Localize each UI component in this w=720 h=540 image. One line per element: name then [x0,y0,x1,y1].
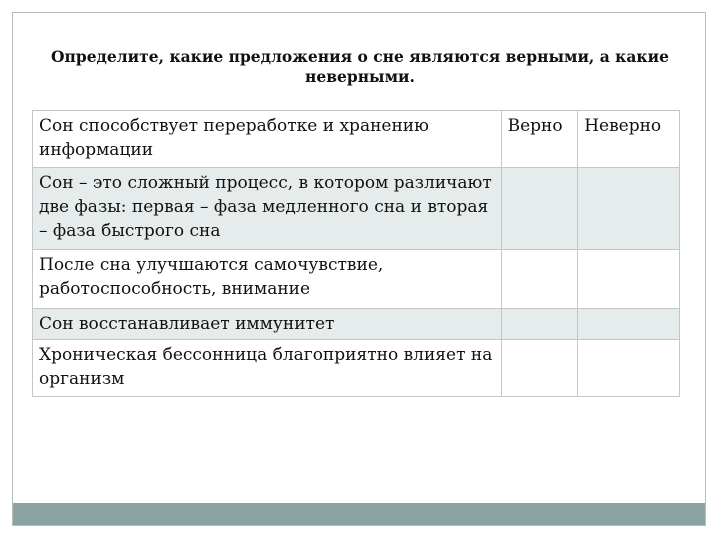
slide-title: Определите, какие предложения о сне являются верными, а какие неверными. [51,47,669,86]
footer-bar [13,503,705,525]
true-header-cell: Верно [501,111,578,168]
true-answer-cell[interactable] [501,168,578,250]
false-header-cell: Неверно [578,111,680,168]
table-row [33,340,680,397]
true-answer-cell[interactable] [501,309,578,340]
statement-cell: Хроническая бессонница благоприятно влияет на организм [33,340,502,397]
statement-cell: Сон восстанавливает иммунитет [33,309,502,340]
table-row [33,250,680,309]
false-answer-cell[interactable] [578,340,680,397]
false-answer-cell[interactable] [578,168,680,250]
true-answer-cell[interactable] [501,250,578,309]
statement-cell: Сон – это сложный процесс, в котором различают две фазы: первая – фаза медленного сна и вторая – фаза быстрого сна [33,168,502,250]
table-row [33,309,680,340]
false-answer-cell[interactable] [578,250,680,309]
table-row [33,111,680,168]
table-row [33,168,680,250]
slide [12,12,706,526]
false-answer-cell[interactable] [578,309,680,340]
true-answer-cell[interactable] [501,340,578,397]
statement-cell: Сон способствует переработке и хранению информации [33,111,502,168]
quiz-table [32,110,680,397]
statement-cell: После сна улучшаются самочувствие, работоспособность, внимание [33,250,502,309]
